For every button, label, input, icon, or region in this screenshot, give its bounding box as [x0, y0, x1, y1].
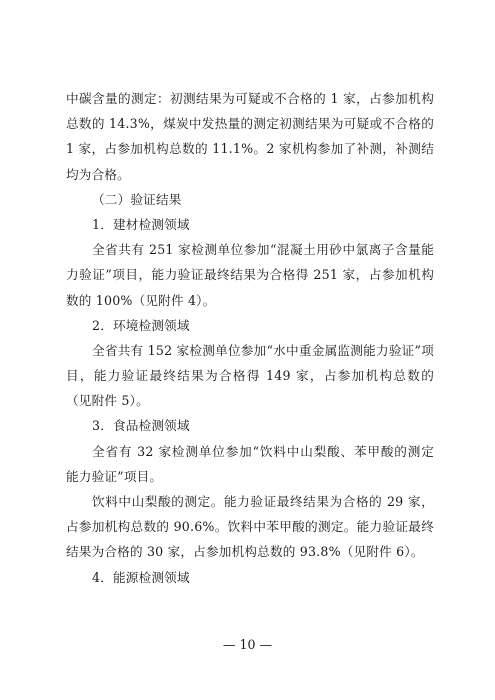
subheading-environment	[66, 313, 434, 338]
paragraph-environment	[66, 338, 434, 414]
text-line: 数的 100%（见附件 4）。	[66, 292, 216, 308]
text-line: 4．能源检测领域	[92, 569, 190, 585]
subheading-building-materials	[66, 212, 434, 237]
section-heading-verification-results	[66, 187, 434, 212]
text-line: 力验证”项目，能力验证最终结果为合格得 251 家，占参加机构	[66, 267, 434, 283]
subheading-food	[66, 413, 434, 438]
text-line: 均为合格。	[66, 166, 130, 182]
text-line: 饮料中山梨酸的测定。能力验证最终结果为合格的 29 家，	[92, 494, 434, 509]
paragraph-building-materials	[66, 237, 434, 313]
text-line: 1．建材检测领域	[92, 216, 190, 232]
document-body	[66, 86, 434, 590]
text-line: 全省共有 152 家检测单位参加“水中重金属监测能力验证”项	[92, 342, 434, 358]
text-line: 3．食品检测领域	[92, 418, 190, 434]
text-line: 能力验证”项目。	[66, 468, 163, 484]
text-line: 中碳含量的测定：初测结果为可疑或不合格的 1 家，占参加机构	[66, 91, 434, 106]
text-line: 结果为合格的 30 家，占参加机构总数的 93.8%（见附件 6）。	[66, 544, 424, 560]
text-line: 目，能力验证最终结果为合格得 149 家，占参加机构总数的	[66, 368, 434, 384]
text-line: （见附件 5）。	[66, 393, 149, 409]
subheading-energy	[66, 565, 434, 590]
paragraph-coal-carbon-continued	[66, 86, 434, 187]
text-line: 全省共有 251 家检测单位参加“混凝土用砂中氯离子含量能	[92, 242, 434, 258]
text-line: 1 家，占参加机构总数的 11.1%。2 家机构参加了补测，补测结	[66, 141, 434, 157]
text-line: （二）验证结果	[92, 191, 182, 207]
text-line: 全省有 32 家检测单位参加“饮料中山梨酸、苯甲酸的测定	[92, 443, 434, 459]
page-number: — 10 —	[222, 637, 273, 652]
paragraph-food-results	[66, 489, 434, 565]
text-line: 占参加机构总数的 90.6%。饮料中苯甲酸的测定。能力验证最终	[66, 519, 434, 535]
text-line: 2．环境检测领域	[92, 317, 190, 333]
paragraph-food-intro	[66, 439, 434, 489]
text-line: 总数的 14.3%，煤炭中发热量的测定初测结果为可疑或不合格的	[66, 116, 434, 132]
